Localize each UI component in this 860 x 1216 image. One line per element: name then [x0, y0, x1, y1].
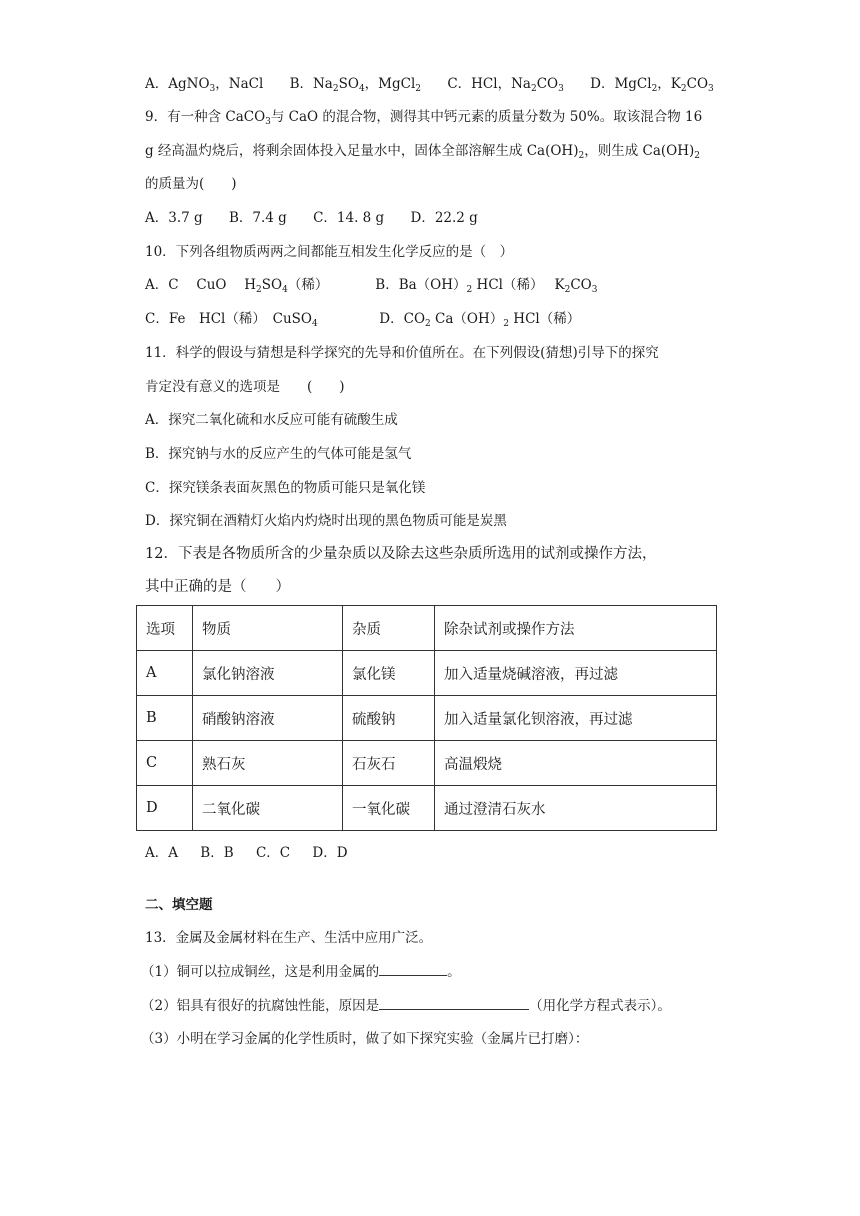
table-row: [137, 651, 717, 696]
q10-option-d: D．$CO_2$ $Ca(OH)_2$ HCl（稀）: [379, 311, 581, 329]
table-cell: 硫酸钠: [343, 696, 435, 741]
q10-options-ab: [145, 275, 597, 300]
table-header-row: [137, 606, 717, 651]
table-cell: 氯化钠溶液: [193, 651, 343, 696]
table-cell: 硝酸钠溶液: [193, 696, 343, 741]
q10-option-c: C．Fe HCl（稀） CuSO$_4$: [145, 311, 318, 329]
q11-option-c: C．探究镁条表面灰黑色的物质可能只是氧化镁: [145, 480, 426, 496]
table-header-cell: 物质: [193, 606, 343, 651]
q12-option-b: B．B: [200, 845, 234, 861]
table-row: [137, 696, 717, 741]
table-cell: D: [137, 786, 193, 831]
q13-part1: （1）铜可以拉成铜丝，这是利用金属的 。: [141, 964, 461, 980]
table-cell: 氯化镁: [343, 651, 435, 696]
table-cell: C: [137, 741, 193, 786]
table-cell: B: [137, 696, 193, 741]
q11-stem-line1: 11．科学的假设与猜想是科学探究的先导和价值所在。在下列假设(猜想)引导下的探究: [145, 345, 659, 361]
q9-options: [145, 208, 500, 228]
table-cell: 通过澄清石灰水: [435, 786, 717, 831]
q11-option-b: B．探究钠与水的反应产生的气体可能是氢气: [145, 446, 412, 462]
q11-option-a: A．探究二氧化硫和水反应可能有硫酸生成: [145, 412, 398, 428]
q8-option-a: A．AgNO$_3$，NaCl: [145, 76, 264, 94]
table-row: [137, 741, 717, 786]
q12-options: [145, 843, 366, 863]
table-cell: 熟石灰: [193, 741, 343, 786]
q9-stem-line2: g 经高温灼烧后，将剩余固体投入足量水中，固体全部溶解生成 $Ca(OH)_2$，则生成 $Ca(OH)_2$: [145, 143, 700, 161]
q9-option-a: A．3.7 g: [145, 210, 203, 226]
section-heading: 二、填空题: [145, 897, 213, 913]
table-cell: A: [137, 651, 193, 696]
q8-option-b: B．$Na_2SO_4$，MgCl$_2$: [289, 76, 422, 94]
q12-option-c: C．C: [255, 845, 291, 861]
answer-blank[interactable]: [379, 962, 447, 976]
q11-option-d: D．探究铜在酒精灯火焰内灼烧时出现的黑色物质可能是炭黑: [145, 513, 507, 529]
q9-option-c: C．14. 8 g: [313, 210, 385, 226]
table-cell: 加入适量烧碱溶液，再过滤: [435, 651, 717, 696]
q9-stem-line3: 的质量为( ): [145, 176, 237, 192]
table-cell: 二氧化碳: [193, 786, 343, 831]
q10-options-cd: [145, 309, 580, 334]
q10-option-a: A．C CuO $H_2SO_4$（稀）: [145, 277, 329, 295]
table-cell: 石灰石: [343, 741, 435, 786]
table-cell: 加入适量氯化钡溶液，再过滤: [435, 696, 717, 741]
q10-stem: 10．下列各组物质两两之间都能互相发生化学反应的是（ ）: [145, 244, 514, 260]
q13-part3: （3）小明在学习金属的化学性质时，做了如下探究实验（金属片已打磨）：: [141, 1031, 589, 1047]
table-cell: 高温煅烧: [435, 741, 717, 786]
table-row: [137, 786, 717, 831]
answer-blank[interactable]: [379, 996, 529, 1010]
q13-part2: （2）铝具有很好的抗腐蚀性能，原因是 （用化学方程式表示）。: [141, 998, 671, 1014]
q12-table: [136, 605, 717, 831]
q9-stem-line1: 9．有一种含 CaCO$_3$与 CaO 的混合物，测得其中钙元素的质量分数为 50%。取该混合物 16: [145, 109, 703, 127]
q8-options: [145, 74, 736, 99]
table-cell: 一氧化碳: [343, 786, 435, 831]
q11-stem-line2: 肯定没有意义的选项是 ( ): [145, 379, 345, 395]
table-header-cell: 除杂试剂或操作方法: [435, 606, 717, 651]
q12-option-a: A．A: [145, 845, 178, 861]
q9-option-d: D．22.2 g: [410, 210, 478, 226]
q8-option-c: C．HCl，$Na_2CO_3$: [447, 76, 564, 94]
q12-option-d: D．D: [312, 845, 348, 861]
q13-stem: 13．金属及金属材料在生产、生活中应用广泛。: [145, 930, 433, 946]
q9-option-b: B．7.4 g: [228, 210, 287, 226]
q12-stem-line2: 其中正确的是（ ）: [145, 579, 290, 595]
q12-stem-line1: 12．下表是各物质所含的少量杂质以及除去这些杂质所选用的试剂或操作方法，: [145, 546, 657, 562]
table-header-cell: 选项: [137, 606, 193, 651]
q8-option-d: D．MgCl$_2$，$K_2CO_3$: [590, 76, 714, 94]
table-header-cell: 杂质: [343, 606, 435, 651]
q10-option-b: B．$Ba(OH)_2$ HCl（稀） $K_2CO_3$: [375, 277, 598, 295]
